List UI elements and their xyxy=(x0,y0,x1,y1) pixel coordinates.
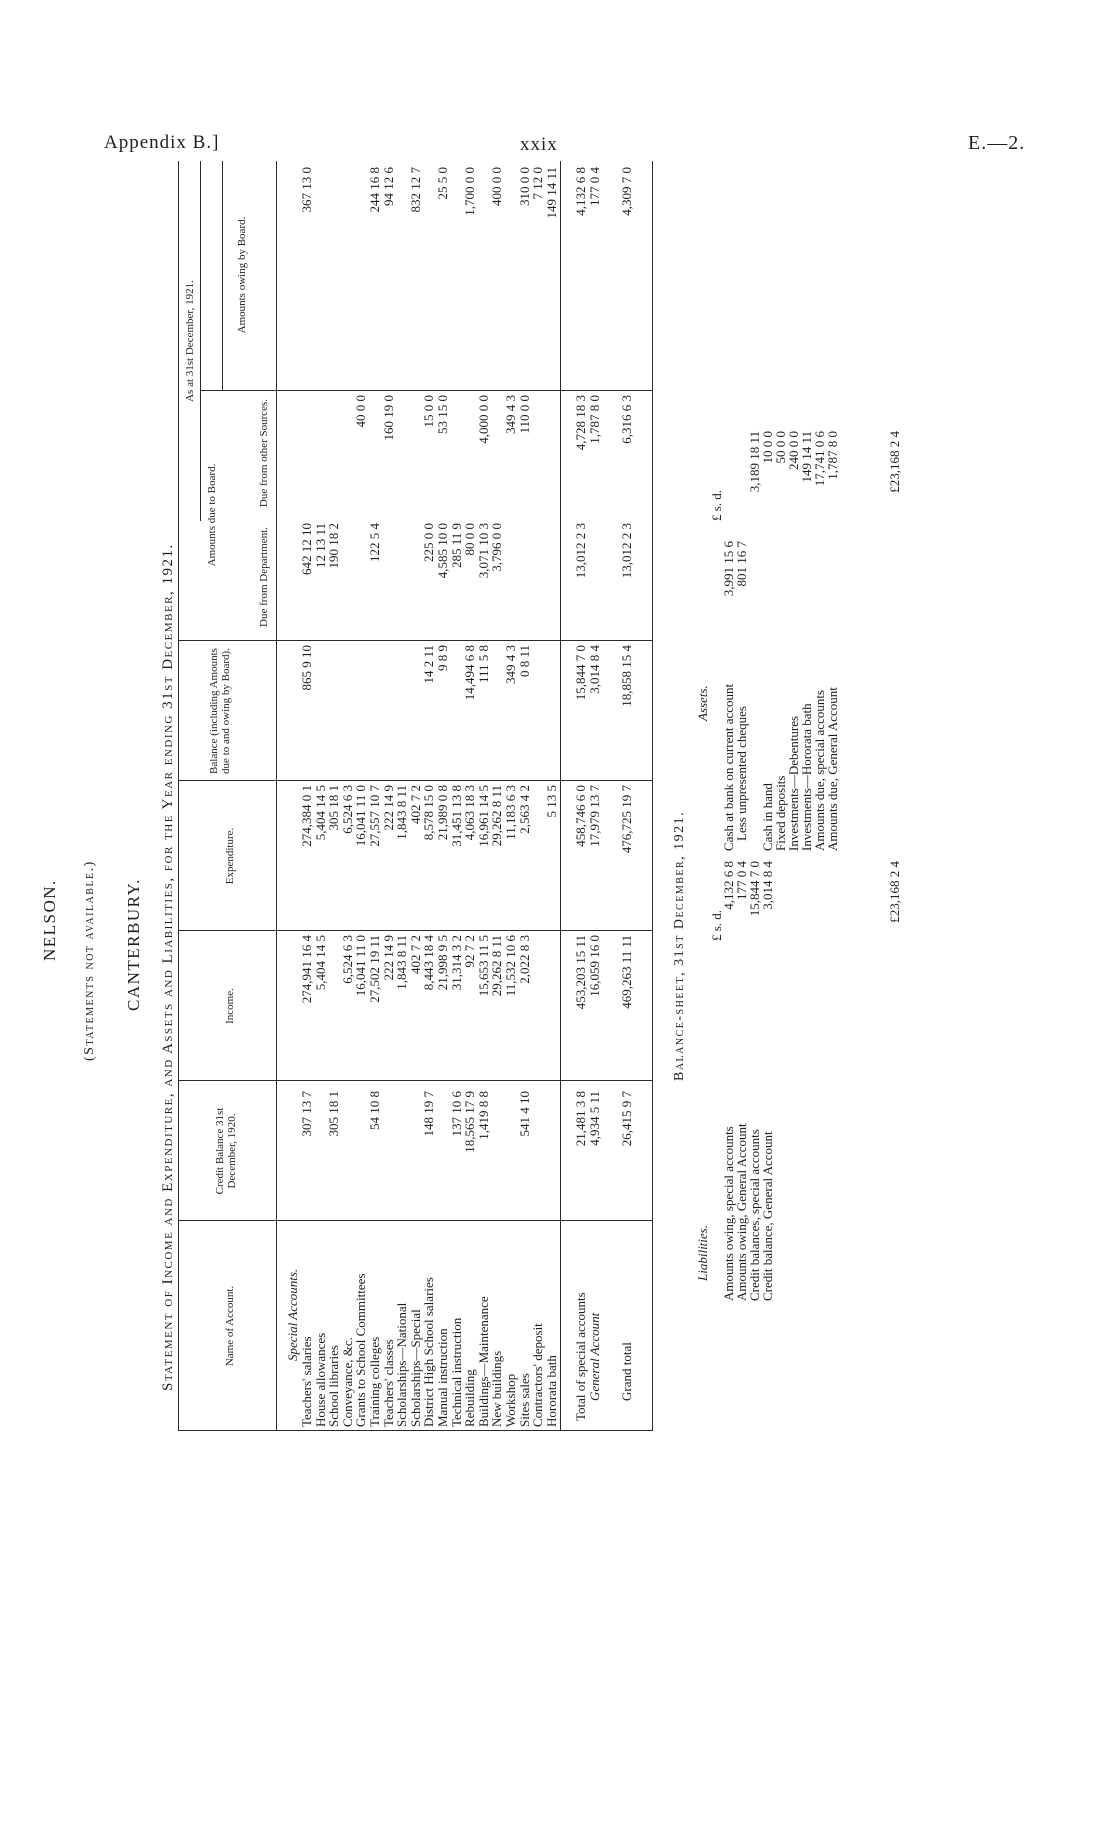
account-name: School libraries xyxy=(326,1345,342,1427)
cell-owing: 149 14 11 xyxy=(543,167,559,219)
header-as-at: As at 31st December, 1921. xyxy=(184,280,196,402)
account-name: District High School salaries xyxy=(421,1277,437,1427)
account-name: Training colleges xyxy=(367,1336,382,1427)
total-name: Total of special accounts xyxy=(573,1292,588,1421)
grand-credit: 26,415 9 7 xyxy=(619,1091,634,1147)
liability-label: Credit balance, General Account xyxy=(760,1131,775,1301)
cell-bal: 14,494 6 8 xyxy=(462,645,478,701)
total-other: 1,787 8 0 xyxy=(587,395,602,444)
cell-owing: 1,700 0 0 xyxy=(462,167,478,216)
asset-amount: 240 0 0 xyxy=(786,431,801,470)
cell-exp: 31,451 13 8 xyxy=(448,785,464,847)
cell-owing: 7 12 0 xyxy=(530,167,546,200)
asset-amount: 149 14 11 xyxy=(799,431,814,483)
cell-income: 8,443 18 4 xyxy=(421,935,437,991)
asset-amount: 3,189 18 11 xyxy=(747,431,762,493)
asset-subamount: 801 16 7 xyxy=(734,541,749,587)
cell-exp: 4,063 18 3 xyxy=(462,785,478,841)
asset-label: Investments—Hororata bath xyxy=(799,703,814,851)
cell-credit: 18,565 17 9 xyxy=(462,1091,478,1153)
cell-credit: 148 19 7 xyxy=(421,1091,437,1137)
cell-exp: 29,262 8 11 xyxy=(489,785,505,847)
account-name: Scholarships—Special xyxy=(407,1309,423,1427)
cell-credit: 54 10 8 xyxy=(367,1091,382,1130)
liability-amount: 177 0 4 xyxy=(734,861,749,900)
asset-label: Cash in hand xyxy=(760,783,775,851)
account-name: Sites sales xyxy=(516,1373,532,1427)
cell-income: 1,843 8 11 xyxy=(394,935,410,990)
cell-exp: 8,578 15 0 xyxy=(421,785,437,841)
header-amounts-due: Amounts due to Board. xyxy=(206,463,218,567)
cell-dept: 3,071 10 3 xyxy=(475,523,491,579)
canterbury-title: CANTERBURY. xyxy=(124,878,143,1011)
cell-dept: 285 11 9 xyxy=(448,523,464,569)
liability-label: Amounts owing, General Account xyxy=(734,1123,749,1301)
rotated-table-frame xyxy=(0,141,1114,1721)
cell-owing: 244 16 8 xyxy=(367,167,382,213)
cell-exp: 5 13 5 xyxy=(543,785,559,818)
cell-exp: 5,404 14 5 xyxy=(312,785,328,841)
cell-owing: 832 12 7 xyxy=(407,167,423,213)
cell-other: 4,000 0 0 xyxy=(475,395,491,444)
asset-label: Amounts due, General Account xyxy=(825,687,840,851)
balance-sheet-title: Balance-sheet, 31st December, 1921. xyxy=(672,810,687,1081)
account-name: Workshop xyxy=(503,1373,518,1427)
total-owing: 4,132 6 8 xyxy=(573,167,588,216)
header-name-of-account: Name of Account. xyxy=(224,1285,236,1367)
cell-exp: 2,563 4 2 xyxy=(516,785,532,834)
cell-exp: 1,843 8 11 xyxy=(394,785,410,840)
cell-dept: 80 0 0 xyxy=(462,523,478,556)
liability-amount: 3,014 8 4 xyxy=(760,861,775,910)
account-name: Scholarships—National xyxy=(394,1302,410,1427)
liability-label: Credit balances, special accounts xyxy=(747,1129,762,1301)
cell-exp: 222 14 9 xyxy=(380,785,396,831)
cell-dept: 3,796 0 0 xyxy=(489,523,505,572)
cell-income: 92 7 2 xyxy=(462,935,478,968)
asset-amount: 50 0 0 xyxy=(773,431,788,464)
liabilities-currency-header: £ s. d. xyxy=(709,909,724,941)
grand-total-name: Grand total xyxy=(619,1342,634,1401)
total-bal: 3,014 8 4 xyxy=(587,645,602,694)
cell-exp: 305 18 1 xyxy=(326,785,342,831)
total-credit: 4,934 5 11 xyxy=(587,1091,602,1146)
cell-dept: 122 5 4 xyxy=(367,523,382,562)
cell-income: 31,314 3 2 xyxy=(448,935,464,991)
cell-dept: 225 0 0 xyxy=(421,523,437,562)
cell-income: 5,404 14 5 xyxy=(312,935,328,991)
header-expenditure: Expenditure. xyxy=(224,827,236,885)
grand-income: 469,263 11 11 xyxy=(619,935,634,1009)
cell-bal: 865 9 10 xyxy=(299,645,314,691)
assets-total: £23,168 2 4 xyxy=(887,431,902,493)
asset-subamount: 3,991 15 6 xyxy=(721,541,736,597)
header-credit-balance: Credit Balance 31st December, 1920. xyxy=(214,1107,238,1195)
grand-dept: 13,012 2 3 xyxy=(619,523,634,579)
total-credit: 21,481 3 8 xyxy=(573,1091,588,1147)
account-name: Grants to School Committees xyxy=(353,1273,369,1427)
cell-income: 402 7 2 xyxy=(407,935,423,974)
cell-owing: 25 5 0 xyxy=(435,167,450,200)
cell-income: 27,502 19 11 xyxy=(367,935,382,1003)
grand-bal: 18,858 15 4 xyxy=(619,645,634,707)
cell-exp: 6,524 6 3 xyxy=(339,785,355,834)
assets-label: Assets. xyxy=(695,685,710,721)
cell-bal: 0 8 11 xyxy=(516,645,532,678)
account-name: House allowances xyxy=(312,1332,328,1427)
account-name: Hororata bath xyxy=(543,1355,559,1427)
asset-label: Amounts due, special accounts xyxy=(812,689,827,851)
cell-exp: 27,557 10 7 xyxy=(367,785,382,847)
cell-exp: 274,384 0 1 xyxy=(299,785,314,847)
cell-other: 15 0 0 xyxy=(421,395,437,428)
liabilities-label: Liabilities. xyxy=(695,1225,710,1281)
cell-other: 160 19 0 xyxy=(380,395,396,441)
liability-amount: 15,844 7 0 xyxy=(747,861,762,917)
account-name: Teachers' salaries xyxy=(299,1336,314,1427)
liability-label: Amounts owing, special accounts xyxy=(721,1126,736,1301)
cell-credit: 305 18 1 xyxy=(326,1091,342,1137)
total-bal: 15,844 7 0 xyxy=(573,645,588,701)
cell-exp: 21,989 0 8 xyxy=(435,785,450,841)
cell-credit: 307 13 7 xyxy=(299,1091,314,1137)
cell-owing: 310 0 0 xyxy=(516,167,532,206)
header-income: Income. xyxy=(224,988,236,1024)
asset-label: Fixed deposits xyxy=(773,775,788,851)
grand-other: 6,316 6 3 xyxy=(619,395,634,444)
cell-exp: 402 7 2 xyxy=(407,785,423,824)
total-exp: 458,746 6 0 xyxy=(573,785,588,847)
total-income: 16,059 16 0 xyxy=(587,935,602,997)
assets-currency-header: £ s. d. xyxy=(709,489,724,521)
cell-income: 29,262 8 11 xyxy=(489,935,505,997)
account-name: Buildings—Maintenance xyxy=(475,1296,491,1427)
document-code: E.—2. xyxy=(968,132,1026,154)
cell-dept: 642 12 10 xyxy=(299,523,314,575)
liability-amount: 4,132 6 8 xyxy=(721,861,736,910)
cell-income: 222 14 9 xyxy=(380,935,396,981)
cell-income: 11,532 10 6 xyxy=(503,935,518,997)
nelson-title: NELSON. xyxy=(40,879,59,961)
cell-credit: 137 10 6 xyxy=(448,1091,464,1137)
cell-credit: 1,419 8 8 xyxy=(475,1091,491,1140)
cell-dept: 12 13 11 xyxy=(312,523,328,569)
grand-owing: 4,309 7 0 xyxy=(619,167,634,216)
total-owing: 177 0 4 xyxy=(587,167,602,206)
asset-label: Less unpresented cheques xyxy=(734,705,749,841)
total-name: General Account xyxy=(587,1312,602,1401)
cell-owing: 94 12 6 xyxy=(380,167,396,206)
total-other: 4,728 18 3 xyxy=(573,395,588,451)
liabilities-total: £23,168 2 4 xyxy=(887,861,902,923)
total-income: 453,203 15 11 xyxy=(573,935,588,1010)
cell-bal: 111 5 8 xyxy=(475,645,491,684)
cell-dept: 4,585 10 0 xyxy=(435,523,450,579)
cell-exp: 16,961 14 5 xyxy=(475,785,491,847)
nelson-note: (Statements not available.) xyxy=(82,860,97,1061)
cell-other: 53 15 0 xyxy=(435,395,450,434)
grand-exp: 476,725 19 7 xyxy=(619,785,634,854)
account-name: Contractors' deposit xyxy=(530,1323,546,1427)
account-name: Conveyance, &c. xyxy=(339,1337,355,1427)
header-amounts-owing: Amounts owing by Board. xyxy=(236,216,248,334)
account-name: Teachers' classes xyxy=(380,1339,396,1427)
header-due-department: Due from Department. xyxy=(258,527,270,627)
cell-other: 40 0 0 xyxy=(353,395,369,428)
cell-exp: 11,183 6 3 xyxy=(503,785,518,840)
cell-other: 110 0 0 xyxy=(516,395,532,434)
account-name: Rebuilding xyxy=(462,1369,478,1427)
cell-income: 2,022 8 3 xyxy=(516,935,532,984)
cell-credit: 541 4 10 xyxy=(516,1091,532,1137)
header-balance: Balance (including Amounts due to and owing by Board). xyxy=(208,648,232,774)
asset-label: Investments—Debentures xyxy=(786,715,801,851)
total-exp: 17,979 13 7 xyxy=(587,785,602,847)
header-due-other: Due from other Sources. xyxy=(258,398,270,508)
asset-amount: 1,787 8 0 xyxy=(825,431,840,480)
cell-bal: 349 4 3 xyxy=(503,645,518,684)
page-number: xxix xyxy=(520,134,558,155)
cell-owing: 367 13 0 xyxy=(299,167,314,213)
cell-dept: 190 18 2 xyxy=(326,523,342,569)
account-name: Manual instruction xyxy=(435,1328,450,1427)
cell-other: 349 4 3 xyxy=(503,395,518,434)
total-dept: 13,012 2 3 xyxy=(573,523,588,579)
asset-amount: 10 0 0 xyxy=(760,431,775,464)
cell-bal: 9 8 9 xyxy=(435,645,450,671)
account-name: New buildings xyxy=(489,1350,505,1427)
account-name: Technical instruction xyxy=(448,1317,464,1427)
cell-income: 6,524 6 3 xyxy=(339,935,355,984)
cell-income: 16,041 11 0 xyxy=(353,935,369,997)
asset-amount: 17,741 0 6 xyxy=(812,431,827,487)
cell-owing: 400 0 0 xyxy=(489,167,505,206)
asset-label: Cash at bank on current account xyxy=(721,683,736,851)
section-label-special-accounts: Special Accounts. xyxy=(285,1268,300,1361)
cell-income: 21,998 9 5 xyxy=(435,935,450,991)
appendix-label: Appendix B.] xyxy=(104,132,220,153)
cell-income: 274,941 16 4 xyxy=(299,935,314,1004)
statement-title: Statement of Income and Expenditure, and Assets and Liabilities, for the Year ending 31st December, 1921. xyxy=(160,543,176,1391)
cell-exp: 16,041 11 0 xyxy=(353,785,369,847)
cell-bal: 14 2 11 xyxy=(421,645,437,684)
cell-income: 15,653 11 5 xyxy=(475,935,491,997)
